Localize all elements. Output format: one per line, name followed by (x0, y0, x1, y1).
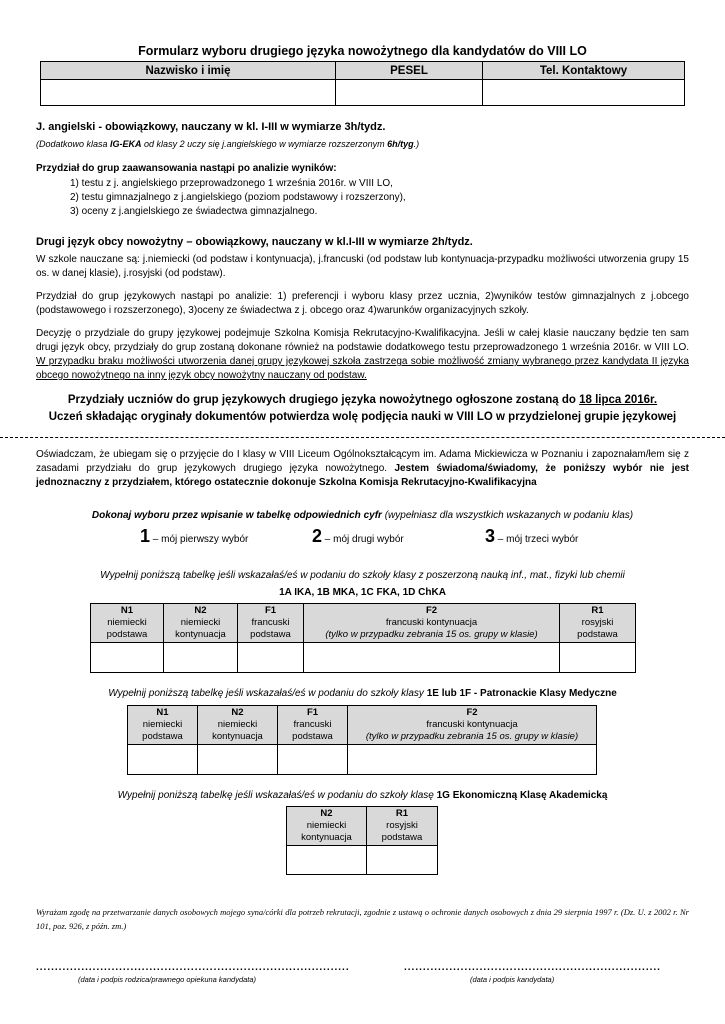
english-note: (Dodatkowo klasa IG-EKA od klasy 2 uczy się j.angielskiego w wymiarze rozszerzonym 6h/tyg.) (36, 139, 420, 149)
cell-n2[interactable] (287, 846, 367, 875)
cell-n2[interactable] (198, 745, 278, 775)
table1-classes: 1A IKA, 1B MKA, 1C FKA, 1D ChKA (279, 587, 446, 598)
col-f1: F1 francuski podstawa (278, 706, 348, 745)
cell-n2[interactable] (164, 643, 238, 673)
col-f2: F2 francuski kontynuacja (tylko w przypadku zebrania 15 os. grupy w klasie) (304, 604, 560, 643)
choice-first: 1 – mój pierwszy wybór (140, 526, 249, 546)
col-f1: F1 francuski podstawa (238, 604, 304, 643)
col-n1: N1 niemiecki podstawa (128, 706, 198, 745)
assign-heading: Przydział do grup zaawansowania nastąpi po analizie wyników: (36, 163, 337, 174)
cell-f2[interactable] (304, 643, 560, 673)
english-heading: J. angielski - obowiązkowy, nauczany w kl. I-III w wymiarze 3h/tydz. (36, 121, 386, 133)
col-n1: N1 niemiecki podstawa (91, 604, 164, 643)
col-r1: R1 rosyjski podstawa (367, 807, 438, 846)
announcement: Przydziały uczniów do grup językowych drugiego języka nowożytnego ogłoszone zostaną do 18 lipca 2016r. (67, 394, 658, 406)
cell-n1[interactable] (91, 643, 164, 673)
cell-f1[interactable] (238, 643, 304, 673)
choice-second: 2 – mój drugi wybór (312, 526, 404, 546)
paragraph-assignment: Przydział do grup językowych nastąpi po analizie: 1) preferencji i wyboru klasy przez ucznia, 2)wyników testów gimnazjalnych z j.obcego (podstawowego i rozszerzonego), 3)oceny ze świadectwa z j. obcego oraz 4)warunków organizacyjnych szkoły. (36, 291, 689, 316)
paragraph-languages: W szkole nauczane są: j.niemiecki (od podstaw i kontynuacja), j.francuski (od podstaw lub kontynuacja-przypadku możliwości utworzenia grupy 15 os. w danej klasie), j.rosyjski (od podstaw). (36, 254, 689, 279)
col-n2: N2 niemiecki kontynuacja (198, 706, 278, 745)
cell-r1[interactable] (560, 643, 636, 673)
signature-label-candidate: (data i podpis kandydata) (470, 975, 555, 984)
signature-line-candidate[interactable]: .................................................................... (404, 962, 661, 973)
list-item: 3) oceny z j.angielskiego ze świadectwa gimnazjalnego. (70, 206, 318, 217)
name-field[interactable] (41, 80, 336, 106)
table3-intro: Wypełnij poniższą tabelkę jeśli wskazałaś/eś w podaniu do szkoły klasę 1G Ekonomiczną Klasę Akademicką (117, 790, 608, 801)
header-name: Nazwisko i imię (41, 62, 336, 80)
signature-label-parent: (data i podpis rodzica/prawnego opiekuna kandydata) (78, 975, 257, 984)
choice-third: 3 – mój trzeci wybór (485, 526, 579, 546)
pesel-field[interactable] (336, 80, 483, 106)
list-item: 2) testu gimnazjalnego z j.angielskiego (poziom podstawowy i rozszerzony), (70, 192, 406, 203)
table2-intro: Wypełnij poniższą tabelkę jeśli wskazałaś/eś w podaniu do szkoły klasy 1E lub 1F - Patronackie Klasy Medyczne (108, 688, 617, 699)
cell-r1[interactable] (367, 846, 438, 875)
table2 (127, 705, 597, 775)
header-pesel: PESEL (336, 62, 483, 80)
announcement-confirm: Uczeń składając oryginały dokumentów potwierdza wolę podjęcia nauki w VIII LO w przydzielonej grupie językowej (48, 411, 677, 423)
table1-intro: Wypełnij poniższą tabelkę jeśli wskazałaś/eś w podaniu do szkoły klasy z poszerzoną nauką inf., mat., fizyki lub chemii (100, 570, 625, 581)
cut-line (0, 437, 725, 438)
table1 (90, 603, 636, 673)
cell-n1[interactable] (128, 745, 198, 775)
declaration: Oświadczam, że ubiegam się o przyjęcie do I klasy w VIII Liceum Ogólnokształcącym im. Adama Mickiewicza w Poznaniu i zapoznałam/łem się z zasadami przydziału do grup językowych drugiego języka nowożytnego. Jestem świadoma/świadomy, że poniższy wybór nie jest jednoznaczny z przydziałem, którego ostatecznie dokonuje Szkolna Komisja Rekrutacyjno-Kwalifikacyjna (36, 449, 689, 488)
table3 (286, 806, 438, 875)
cell-f1[interactable] (278, 745, 348, 775)
choice-instruction: Dokonaj wyboru przez wpisanie w tabelkę odpowiednich cyfr (wypełniasz dla wszystkich wskazanych w podaniu klas) (91, 510, 634, 521)
form-title: Formularz wyboru drugiego języka nowożytnego dla kandydatów do VIII LO (138, 44, 587, 58)
assign-list (70, 177, 406, 219)
phone-field[interactable] (483, 80, 685, 106)
col-f2: F2 francuski kontynuacja (tylko w przypadku zebrania 15 os. grupy w klasie) (348, 706, 597, 745)
list-item: 1) testu z j. angielskiego przeprowadzonego 1 września 2016r. w VIII LO, (70, 178, 393, 189)
consent-text: Wyrażam zgodę na przetwarzanie danych osobowych mojego syna/córki dla potrzeb rekrutacji, zgodnie z ustawą o ochronie danych osobowych z dnia 29 sierpnia 1997 r. (Dz. U. z 2002 r. Nr 101, poz. 926, z późn. zm.) (36, 907, 689, 931)
col-n2: N2 niemiecki kontynuacja (164, 604, 238, 643)
second-language-heading: Drugi język obcy nowożytny – obowiązkowy, nauczany w kl.I-III w wymiarze 2h/tydz. (36, 236, 473, 248)
paragraph-decision: Decyzję o przydziale do grupy językowej podejmuje Szkolna Komisja Rekrutacyjno-Kwalifikacyjna. Jeśli w całej klasie nauczany będzie ten sam drugi język obcy, przydziały do grup zostaną dokonane również na podstawie dodatkowego testu przeprowadzonego 1 września 2016r. w VIII LO. W przypadku braku możliwości utworzenia danej grupy językowej szkoła zastrzega sobie możliwość zmiany wybranego przez kandydata II języka obcego nowożytnego na inny język obcy nowożytny nauczany od podstaw. (36, 328, 689, 381)
cell-f2[interactable] (348, 745, 597, 775)
col-r1: R1 rosyjski podstawa (560, 604, 636, 643)
candidate-table (40, 61, 685, 106)
signature-line-parent[interactable]: ................................................................................... (36, 962, 350, 973)
header-phone: Tel. Kontaktowy (483, 62, 685, 80)
col-n2: N2 niemiecki kontynuacja (287, 807, 367, 846)
